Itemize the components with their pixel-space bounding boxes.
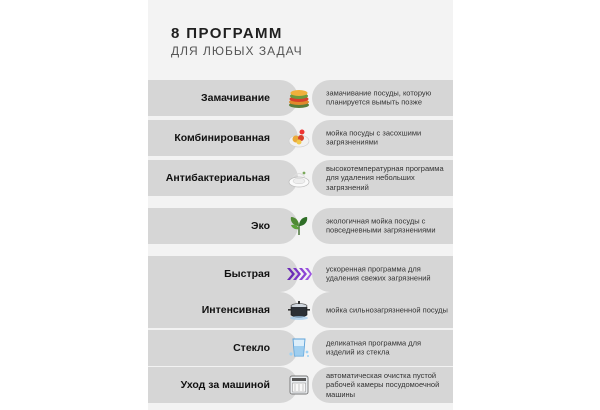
program-name: Быстрая bbox=[224, 268, 270, 280]
white-dishes-icon bbox=[286, 166, 312, 190]
program-name-pill bbox=[148, 256, 298, 292]
program-description-pill bbox=[312, 330, 453, 366]
program-row-soak bbox=[148, 80, 453, 116]
program-name-pill bbox=[148, 367, 298, 403]
program-description: высокотемпературная программа для удаления небольших загрязнений bbox=[326, 164, 444, 192]
program-description: ускоренная программа для удаления свежих загрязнений bbox=[326, 264, 431, 283]
program-description: мойка сильнозагрязненной посуды bbox=[326, 305, 448, 315]
program-row-eco bbox=[148, 208, 453, 244]
program-name-pill bbox=[148, 208, 298, 244]
program-name-pill bbox=[148, 160, 298, 196]
program-name: Уход за машиной bbox=[180, 379, 270, 391]
program-name: Эко bbox=[250, 220, 270, 232]
program-description: мойка посуды с засохшими загрязнениями bbox=[326, 128, 422, 147]
program-name-pill bbox=[148, 330, 298, 366]
program-description-pill bbox=[312, 292, 453, 328]
program-description: автоматическая очистка пустой рабочей камеры посудомоечной машины bbox=[326, 371, 440, 399]
program-name: Комбинированная bbox=[174, 132, 270, 144]
program-row-glass bbox=[148, 330, 453, 366]
program-description: экологичная мойка посуды с повседневными загрязнениями bbox=[326, 216, 436, 235]
program-name-pill bbox=[148, 292, 298, 328]
program-description-pill bbox=[312, 367, 453, 403]
program-name: Стекло bbox=[233, 342, 270, 354]
program-description-pill bbox=[312, 160, 453, 196]
program-row-combined bbox=[148, 120, 453, 156]
program-description-pill bbox=[312, 208, 453, 244]
program-description-pill bbox=[312, 120, 453, 156]
program-row-machine-care bbox=[148, 367, 453, 403]
page-subtitle: ДЛЯ ЛЮБЫХ ЗАДАЧ bbox=[171, 44, 303, 58]
program-description-pill bbox=[312, 80, 453, 116]
program-row-quick bbox=[148, 256, 453, 292]
program-row-intensive bbox=[148, 292, 453, 328]
program-description: деликатная программа для изделий из стекла bbox=[326, 338, 422, 357]
programs-card bbox=[148, 0, 453, 410]
fast-forward-arrows-icon bbox=[286, 262, 312, 286]
leaf-icon bbox=[286, 214, 312, 238]
glass-icon bbox=[286, 336, 312, 360]
program-name-pill bbox=[148, 120, 298, 156]
program-name-pill bbox=[148, 80, 298, 116]
dishwasher-icon bbox=[286, 373, 312, 397]
page-title: 8 ПРОГРАММ bbox=[171, 25, 283, 42]
program-description-pill bbox=[312, 256, 453, 292]
food-plate-icon bbox=[286, 126, 312, 150]
cooking-pot-icon bbox=[286, 298, 312, 322]
program-row-antibacterial bbox=[148, 160, 453, 196]
program-name: Замачивание bbox=[201, 92, 270, 104]
program-name: Интенсивная bbox=[201, 304, 270, 316]
program-description: замачивание посуды, которую планируется вымыть позже bbox=[326, 88, 432, 107]
stacked-plates-icon bbox=[286, 86, 312, 110]
program-name: Антибактериальная bbox=[165, 172, 270, 184]
